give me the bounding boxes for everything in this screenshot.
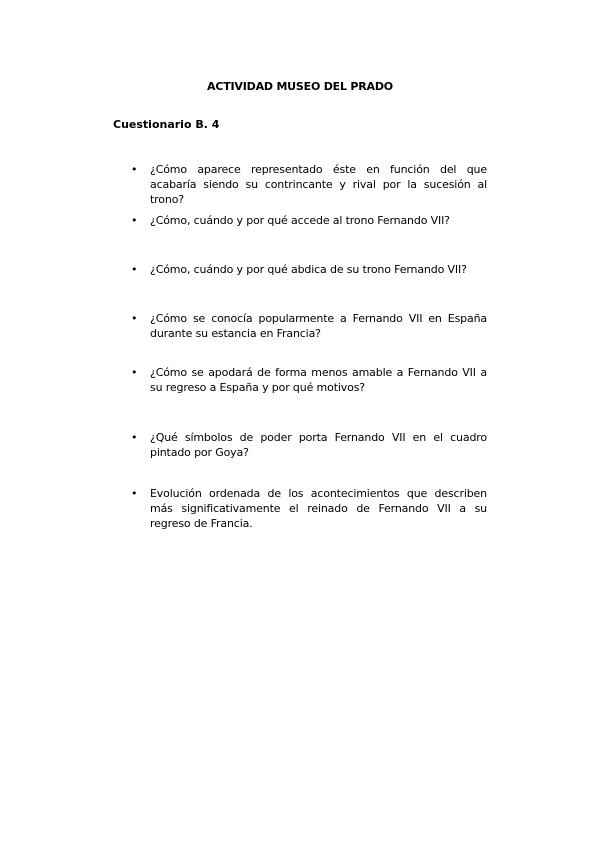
list-item xyxy=(131,262,487,277)
question-text: ¿Cómo, cuándo y por qué abdica de su trono Fernando VII? xyxy=(150,263,467,276)
question-text: ¿Qué símbolos de poder porta Fernando VII en el cuadro pintado por Goya? xyxy=(150,431,487,459)
questionnaire-heading: Cuestionario B. 4 xyxy=(113,118,220,131)
question-text: ¿Cómo se conocía popularmente a Fernando VII en España durante su estancia en Francia? xyxy=(150,312,487,340)
question-text: ¿Cómo se apodará de forma menos amable a Fernando VII a su regreso a España y por qué motivos? xyxy=(150,366,487,394)
bullet-icon: • xyxy=(131,163,138,176)
list-item xyxy=(131,430,487,460)
list-item xyxy=(131,365,487,395)
bullet-icon: • xyxy=(131,263,138,276)
list-item xyxy=(131,162,487,207)
bullet-icon: • xyxy=(131,487,138,500)
list-item xyxy=(131,213,487,228)
bullet-icon: • xyxy=(131,214,138,227)
question-text: ¿Cómo, cuándo y por qué accede al trono Fernando VII? xyxy=(150,214,450,227)
bullet-icon: • xyxy=(131,431,138,444)
question-text: ¿Cómo aparece representado éste en función del que acabaría siendo su contrincante y rival por la sucesión al trono? xyxy=(150,163,487,206)
document-title: ACTIVIDAD MUSEO DEL PRADO xyxy=(207,80,393,93)
bullet-icon: • xyxy=(131,312,138,325)
list-item xyxy=(131,486,487,531)
bullet-icon: • xyxy=(131,366,138,379)
list-item xyxy=(131,311,487,341)
question-text: Evolución ordenada de los acontecimientos que describen más significativamente el reinado de Fernando VII a su regreso de Francia. xyxy=(150,487,487,530)
